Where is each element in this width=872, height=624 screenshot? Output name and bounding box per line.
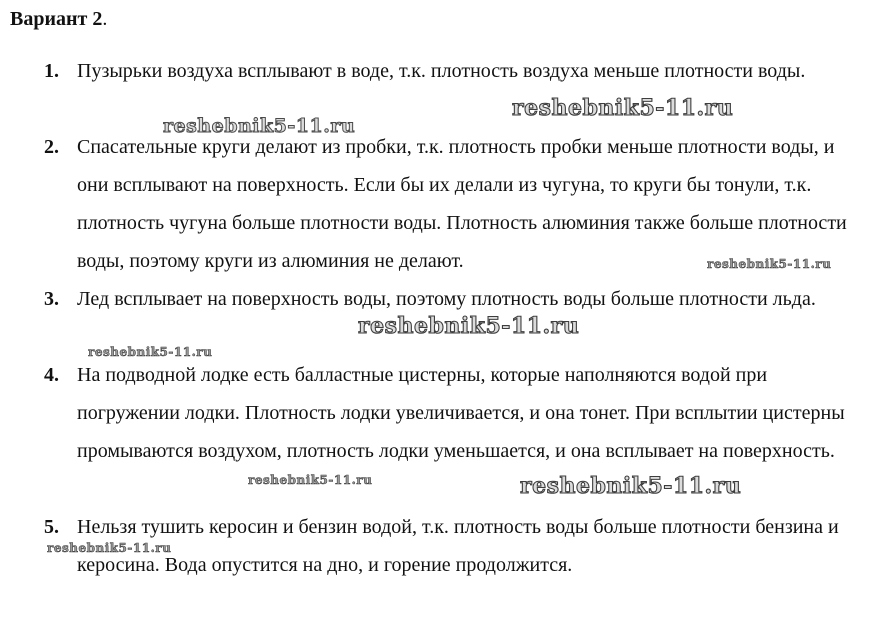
- answer-number: 4.: [44, 364, 59, 386]
- answer-text: Нельзя тушить керосин и бензин водой, т.к. плотность воды больше плотности бензина и керосина. Вода опустится на дно, и горение продолжится.: [77, 516, 839, 576]
- answer-number: 5.: [44, 516, 59, 538]
- watermark: reshebnik5-11.ru: [248, 473, 373, 487]
- answer-text: На подводной лодке есть балластные цистерны, которые наполняются водой при погружении лодки. Плотность лодки увеличивается, и она тонет. При всплытии цистерны промываются воздухом, плотность лодки уменьшается, и она всплывает на поверхность.: [77, 364, 845, 462]
- answer-number: 1.: [44, 60, 59, 82]
- answer-text: Спасательные круги делают из пробки, т.к. плотность пробки меньше плотности воды, и они всплывают на поверхность. Если бы их делали из чугуна, то круги бы тонули, т.к. плотность чугуна больше плотности воды. Плотность алюминия также больше плотности воды, поэтому круги из алюминия не делают.: [77, 136, 847, 272]
- answer-text: Пузырьки воздуха всплывают в воде, т.к. плотность воздуха меньше плотности воды.: [77, 60, 806, 82]
- answer-number: 3.: [44, 288, 59, 310]
- watermark: reshebnik5-11.ru: [512, 95, 734, 121]
- watermark: reshebnik5-11.ru: [520, 473, 742, 499]
- title-dot: .: [102, 8, 108, 30]
- answer-text: Лед всплывает на поверхность воды, поэтому плотность воды больше плотности льда.: [77, 288, 816, 310]
- watermark: reshebnik5-11.ru: [707, 257, 832, 271]
- watermark: reshebnik5-11.ru: [358, 313, 580, 339]
- answer-number: 2.: [44, 136, 59, 158]
- title-label: Вариант 2: [10, 8, 103, 30]
- watermark: reshebnik5-11.ru: [163, 115, 356, 137]
- watermark: reshebnik5-11.ru: [47, 541, 172, 555]
- watermark: reshebnik5-11.ru: [88, 345, 213, 359]
